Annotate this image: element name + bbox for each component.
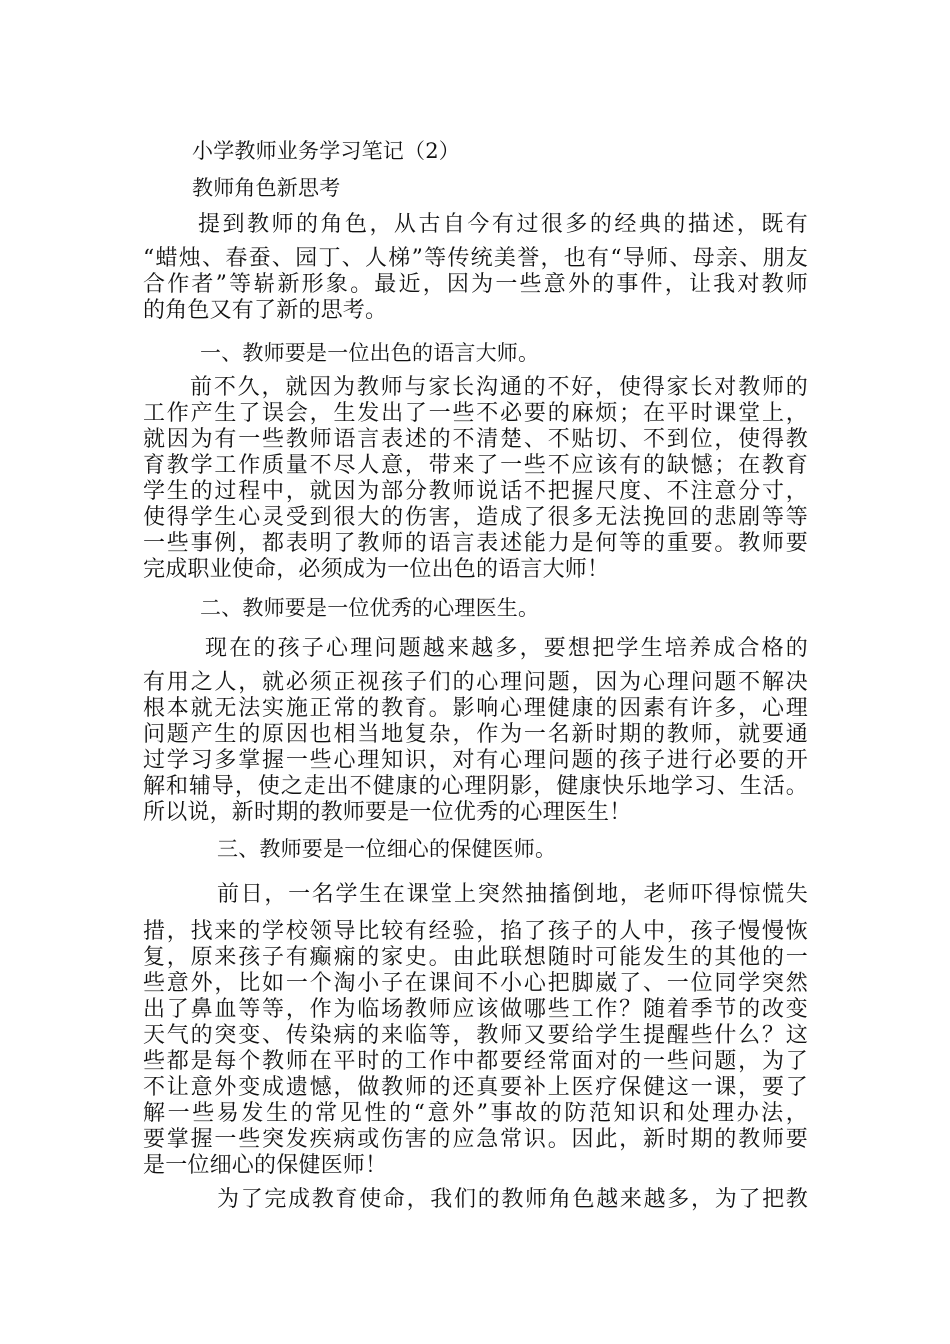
section-heading: 一、教师要是一位出色的语言大师。	[200, 341, 540, 365]
paragraph-line: 现在的孩子心理问题越来越多，要想把学生培养成合格的	[205, 636, 808, 661]
paragraph-line: 合作者”等崭新形象。最近，因为一些意外的事件，让我对教师	[143, 272, 808, 297]
paragraph-line: 解和辅导，使之走出不健康的心理阴影，健康快乐地学习、生活。	[143, 774, 808, 799]
paragraph-line: 根本就无法实施正常的教育。影响心理健康的因素有许多，心理	[143, 696, 808, 721]
paragraph-line: 为了完成教育使命，我们的教师角色越来越多，为了把教	[217, 1187, 808, 1212]
paragraph-line: 的角色又有了新的思考。	[143, 298, 388, 323]
paragraph-line: 所以说，新时期的教师要是一位优秀的心理医生！	[143, 800, 632, 825]
paragraph-line: 提到教师的角色，从古自今有过很多的经典的描述，既有	[198, 212, 808, 237]
paragraph-line: 使得学生心灵受到很大的伤害，造成了很多无法挽回的悲剧等等	[143, 505, 808, 530]
paragraph-line: 有用之人，就必须正视孩子们的心理问题，因为心理问题不解决	[143, 670, 808, 695]
paragraph-line: 些都是每个教师在平时的工作中都要经常面对的一些问题，为了	[143, 1049, 808, 1074]
paragraph-line: 工作产生了误会，生发出了一些不必要的麻烦；在平时课堂上，	[143, 401, 808, 426]
document-title: 小学教师业务学习笔记（2）	[192, 139, 460, 163]
section-heading: 二、教师要是一位优秀的心理医生。	[200, 596, 540, 620]
paragraph-line: “蜡烛、春蚕、园丁、人梯”等传统美誉，也有“导师、母亲、朋友	[143, 246, 808, 271]
paragraph-line: 完成职业使命，必须成为一位出色的语言大师！	[143, 557, 610, 582]
paragraph-line: 解一些易发生的常见性的“意外”事故的防范知识和处理办法，	[143, 1101, 808, 1126]
paragraph-line: 育教学工作质量不尽人意，带来了一些不应该有的缺憾；在教育	[143, 453, 808, 478]
document-subtitle: 教师角色新思考	[192, 176, 341, 200]
section-heading: 三、教师要是一位细心的保健医师。	[217, 837, 557, 861]
paragraph-line: 问题产生的原因也相当地复杂，作为一名新时期的教师，就要通	[143, 722, 808, 747]
paragraph-line: 些意外，比如一个淘小子在课间不小心把脚崴了、一位同学突然	[143, 971, 808, 996]
paragraph-line: 不让意外变成遗憾，做教师的还真要补上医疗保健这一课，要了	[143, 1075, 808, 1100]
paragraph-line: 前日，一名学生在课堂上突然抽搐倒地，老师吓得惊慌失	[217, 882, 808, 907]
paragraph-line: 是一位细心的保健医师！	[143, 1153, 388, 1178]
paragraph-line: 天气的突变、传染病的来临等，教师又要给学生提醒些什么？这	[143, 1023, 808, 1048]
paragraph-line: 复，原来孩子有癫痫的家史。由此联想随时可能发生的其他的一	[143, 945, 808, 970]
paragraph-line: 学生的过程中，就因为部分教师说话不把握尺度、不注意分寸，	[143, 479, 808, 504]
paragraph-line: 就因为有一些教师语言表述的不清楚、不贴切、不到位，使得教	[143, 427, 808, 452]
paragraph-line: 过学习多掌握一些心理知识，对有心理问题的孩子进行必要的开	[143, 748, 808, 773]
paragraph-line: 出了鼻血等等，作为临场教师应该做哪些工作？随着季节的改变	[143, 997, 808, 1022]
paragraph-line: 要掌握一些突发疾病或伤害的应急常识。因此，新时期的教师要	[143, 1127, 808, 1152]
paragraph-line: 一些事例，都表明了教师的语言表述能力是何等的重要。教师要	[143, 531, 808, 556]
paragraph-line: 措，找来的学校领导比较有经验，掐了孩子的人中，孩子慢慢恢	[143, 919, 808, 944]
paragraph-line: 前不久，就因为教师与家长沟通的不好，使得家长对教师的	[190, 375, 808, 400]
